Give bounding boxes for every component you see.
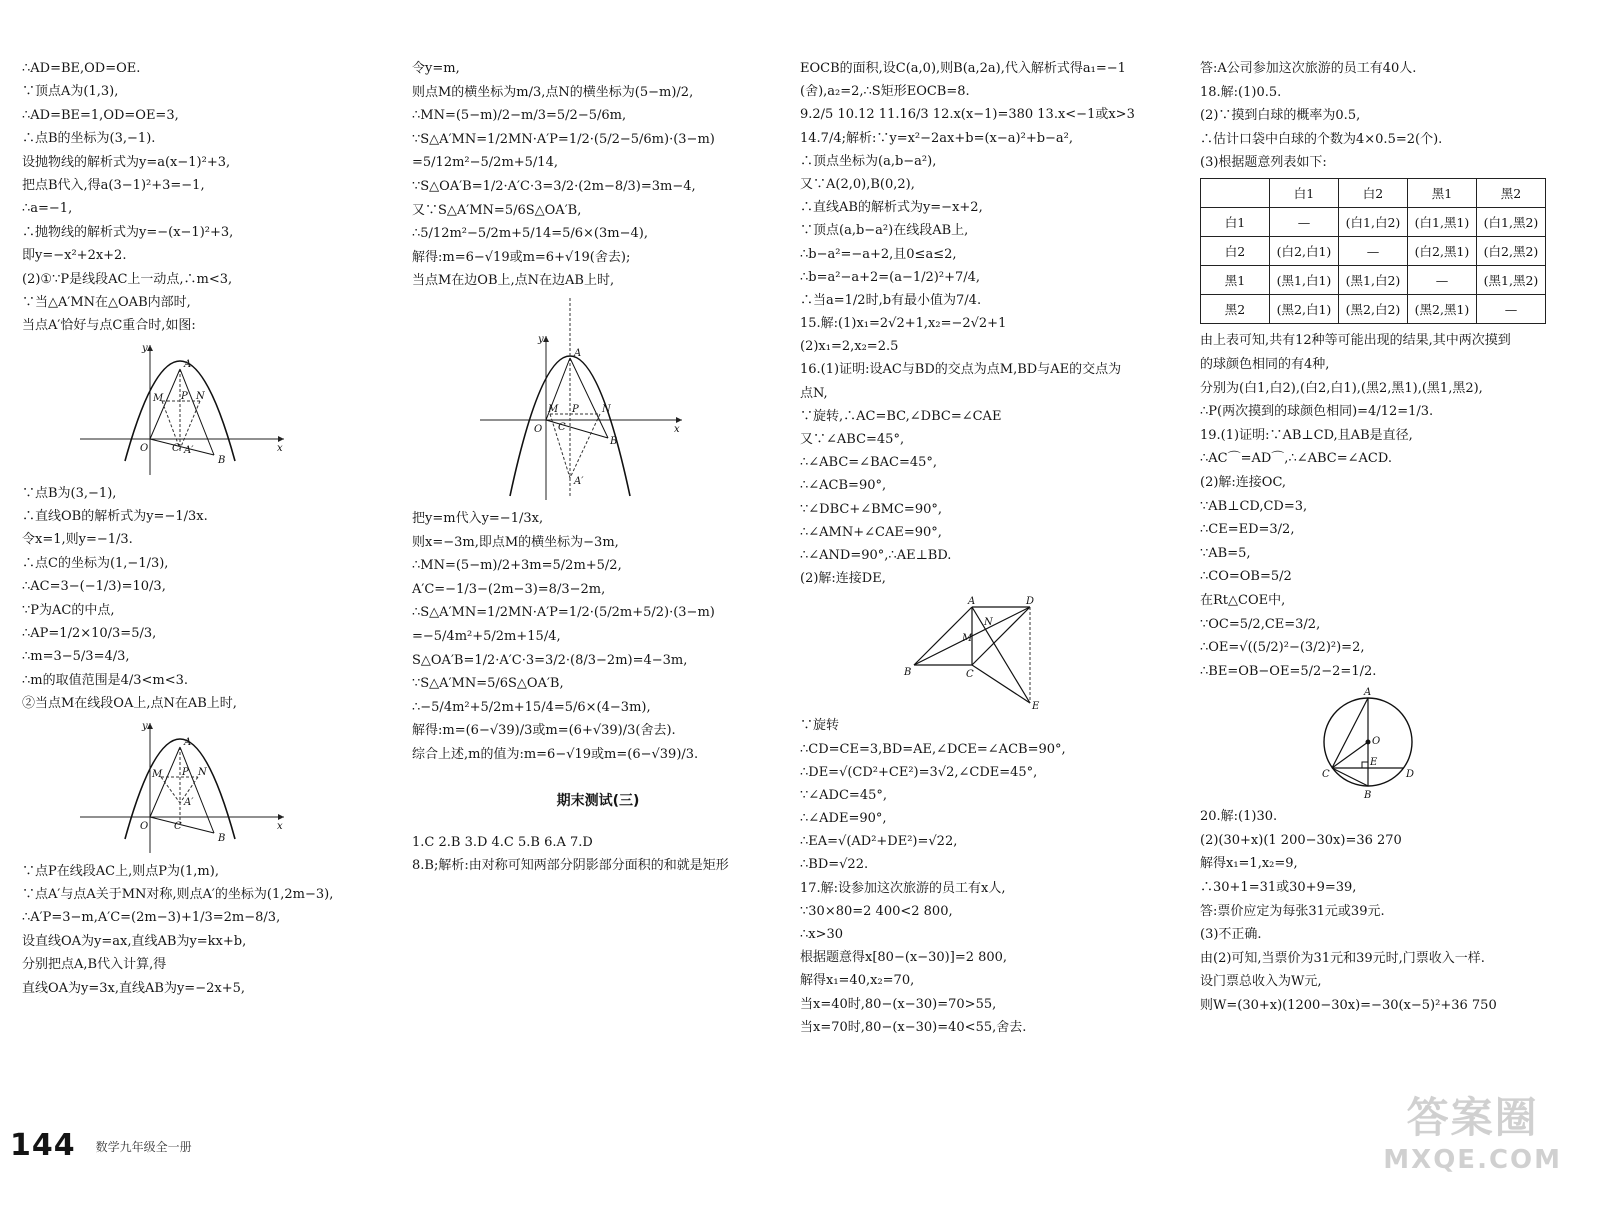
svg-text:P: P — [572, 403, 579, 415]
text-line: ∵点A′与点A关于MN对称,则点A′的坐标为(1,2m−3), — [22, 886, 334, 902]
text-line: ∴AD=BE=1,OD=OE=3, — [22, 107, 179, 123]
column-1 — [22, 60, 394, 1003]
answer-list — [412, 834, 784, 876]
text-line: ∴直线AB的解析式为y=−x+2, — [800, 200, 983, 216]
col2-lines-b — [412, 510, 784, 764]
text-line: 设直线OA为y=ax,直线AB为y=kx+b, — [22, 933, 247, 949]
text-line: (3)不正确. — [1200, 927, 1262, 943]
text-line: ∴BD=√22. — [800, 857, 869, 873]
text-line: ∵∠DBC+∠BMC=90°, — [800, 501, 942, 517]
text-line: ∴AC=3−(−1/3)=10/3, — [22, 579, 166, 595]
text-line: ∵AB=5, — [1200, 545, 1251, 561]
text-line: 9.2/5 10.12 11.16/3 12.x(x−1)=380 13.x<−1或x>3 — [800, 107, 1135, 123]
text-line: ∴顶点坐标为(a,b−a²), — [800, 153, 937, 169]
text-line: 直线OA为y=3x,直线AB为y=−2x+5, — [22, 980, 245, 996]
text-line: 16.(1)证明:设AC与BD的交点为点M,BD与AE的交点为 — [800, 362, 1122, 378]
page-number: 144 — [10, 1128, 76, 1163]
svg-text:P: P — [181, 390, 188, 402]
text-line: 则点M的横坐标为m/3,点N的横坐标为(5−m)/2, — [412, 84, 694, 100]
text-line: 解得x₁=1,x₂=9, — [1200, 856, 1298, 872]
text-line: 由(2)可知,当票价为31元和39元时,门票收入一样. — [1200, 950, 1485, 966]
text-line: ∴当a=1/2时,b有最小值为7/4. — [800, 292, 982, 308]
text-line: ∴b=a²−a+2=(a−1/2)²+7/4, — [800, 269, 981, 285]
table-row — [1201, 237, 1546, 266]
svg-text:O: O — [140, 820, 149, 832]
svg-text:x: x — [277, 442, 283, 454]
text-line: 解得:m=6−√19或m=6+√19(舍去); — [412, 249, 631, 265]
section-title: 期末测试(三) — [556, 792, 640, 809]
text-line: 综合上述,m的值为:m=6−√19或m=(6−√39)/3. — [412, 746, 699, 762]
text-line: ∴−5/4m²+5/2m+15/4=5/6×(4−3m), — [412, 699, 651, 715]
text-line: (2)解:连接OC, — [1200, 474, 1287, 490]
table-row — [1201, 266, 1546, 295]
table-cell: (白1,黑2) — [1477, 208, 1546, 237]
svg-text:N: N — [602, 403, 611, 415]
text-line: ∴m的取值范围是4/3<m<3. — [22, 672, 189, 688]
text-line: (2)∵摸到白球的概率为0.5, — [1200, 108, 1361, 124]
text-line: 当x=70时,80−(x−30)=40<55,舍去. — [800, 1019, 1027, 1035]
text-line: ∵S△A′MN=5/6S△OA′B, — [412, 676, 564, 692]
svg-text:B: B — [218, 832, 226, 844]
svg-text:M: M — [152, 768, 163, 780]
text-line: 又∵∠ABC=45°, — [800, 432, 905, 447]
text-line: ∵点B为(3,−1), — [22, 485, 117, 501]
table-cell: (白2,黑1) — [1408, 237, 1477, 266]
table-cell: (黑2,白1) — [1270, 295, 1339, 324]
col4-lines-b — [1200, 332, 1584, 680]
col4-lines-a — [1200, 60, 1584, 172]
text-line: 当点A′恰好与点C重合时,如图: — [22, 318, 196, 334]
column-4 — [1200, 60, 1584, 1021]
table-cell: (黑2,黑1) — [1408, 295, 1477, 324]
text-line: ∴S△A′MN=1/2MN·A′P=1/2·(5/2m+5/2)·(3−m) — [412, 605, 715, 621]
result-table — [1200, 178, 1546, 324]
svg-text:N: N — [196, 390, 205, 402]
svg-text:O: O — [1372, 736, 1381, 748]
table-cell: (白1,黑1) — [1408, 208, 1477, 237]
col1-lines-a — [22, 60, 394, 335]
svg-text:D: D — [1406, 769, 1415, 781]
text-line: ∴直线OB的解析式为y=−1/3x. — [22, 509, 208, 525]
text-line: =−5/4m²+5/2m+15/4, — [412, 628, 561, 644]
watermark-url: MXQE.COM — [1383, 1145, 1562, 1175]
text-line: 点N, — [800, 385, 828, 401]
text-line: 20.解:(1)30. — [1200, 809, 1278, 825]
text-line: ∴BE=OB−OE=5/2−2=1/2. — [1200, 663, 1377, 679]
text-line: 的球颜色相同的有4种, — [1200, 356, 1330, 372]
watermark-logo — [1383, 1085, 1562, 1175]
text-line: (2)(30+x)(1 200−30x)=36 270 — [1200, 832, 1402, 848]
text-line: ②当点M在线段OA上,点N在AB上时, — [22, 696, 237, 712]
book-title: 数学九年级全一册 — [95, 1140, 192, 1154]
text-line: 当x=40时,80−(x−30)=70>55, — [800, 996, 997, 1012]
text-line: 14.7/4;解析:∵y=x²−2ax+b=(x−a)²+b−a², — [800, 130, 1074, 146]
col2-lines-a — [412, 60, 784, 290]
text-line: 设抛物线的解析式为y=a(x−1)²+3, — [22, 154, 231, 170]
text-line: ∴AP=1/2×10/3=5/3, — [22, 626, 157, 642]
text-line: 即y=−x²+2x+2. — [22, 248, 127, 264]
svg-text:C: C — [174, 820, 182, 832]
table-cell: 黑2 — [1201, 295, 1270, 324]
table-cell: 白1 — [1270, 179, 1339, 208]
text-line: ∴m=3−5/3=4/3, — [22, 649, 130, 665]
col4-lines-c — [1200, 808, 1584, 1015]
svg-text:B: B — [1364, 790, 1372, 802]
text-line: ∴30+1=31或30+9=39, — [1200, 880, 1357, 896]
text-line: ∴∠ACB=90°, — [800, 478, 887, 494]
col1-lines-c — [22, 863, 394, 998]
text-line: 15.解:(1)x₁=2√2+1,x₂=−2√2+1 — [800, 316, 1007, 332]
text-line: ∵当△A′MN在△OAB内部时, — [22, 294, 191, 310]
text-line: 答:票价应定为每张31元或39元. — [1200, 903, 1385, 919]
svg-text:y: y — [142, 720, 148, 732]
text-line: 设门票总收入为W元, — [1200, 974, 1322, 990]
svg-text:E: E — [1032, 701, 1040, 713]
text-line: ∴AC⌒=AD⌒,∴∠ABC=∠ACD. — [1200, 451, 1392, 467]
text-line: (2)解:连接DE, — [800, 571, 886, 587]
svg-text:x: x — [277, 820, 283, 832]
svg-text:A: A — [1364, 687, 1372, 699]
table-cell: — — [1477, 295, 1546, 324]
text-line: ∵AB⊥CD,CD=3, — [1200, 498, 1308, 514]
svg-text:M: M — [153, 392, 164, 404]
text-line: 在Rt△COE中, — [1200, 592, 1286, 608]
svg-text:N: N — [198, 766, 207, 778]
table-cell: 白1 — [1201, 208, 1270, 237]
table-row — [1201, 208, 1546, 237]
svg-text:y: y — [538, 333, 544, 345]
text-line: 由上表可知,共有12种等可能出现的结果,其中两次摸到 — [1200, 333, 1511, 349]
svg-text:A: A — [184, 358, 192, 370]
text-line: ∴a=−1, — [22, 201, 73, 217]
parabola-figure-1 — [22, 341, 312, 481]
text-line: ∵S△OA′B=1/2·A′C·3=3/2·(2m−8/3)=3m−4, — [412, 178, 696, 194]
table-cell: 白2 — [1201, 237, 1270, 266]
parabola-figure-2 — [22, 719, 312, 859]
svg-text:E: E — [1370, 757, 1378, 769]
text-line: 又∵A(2,0),B(0,2), — [800, 176, 915, 192]
svg-text:A′: A′ — [184, 444, 194, 456]
svg-text:B: B — [610, 435, 618, 447]
text-line: ∴点C的坐标为(1,−1/3), — [22, 555, 169, 571]
text-line: ∴x>30 — [800, 927, 844, 942]
text-line: 分别为(白1,白2),(白2,白1),(黑2,黑1),(黑1,黑2), — [1200, 380, 1483, 396]
text-line: (2)①∵P是线段AC上一动点,∴m<3, — [22, 271, 233, 287]
text-line: ∴点B的坐标为(3,−1). — [22, 131, 156, 147]
text-line: (舍),a₂=2,∴S矩形EOCB=8. — [800, 84, 970, 100]
svg-text:B: B — [218, 454, 226, 466]
text-line: 分别把点A,B代入计算,得 — [22, 957, 167, 973]
table-cell: (白2,黑2) — [1477, 237, 1546, 266]
text-line: 根据题意得x[80−(x−30)]=2 800, — [800, 950, 1008, 966]
text-line: ∴估计口袋中白球的个数为4×0.5=2(个). — [1200, 131, 1443, 147]
text-line: ∴CD=CE=3,BD=AE,∠DCE=∠ACB=90°, — [800, 741, 1066, 757]
table-cell: (白2,白1) — [1270, 237, 1339, 266]
text-line: 17.解:设参加这次旅游的员工有x人, — [800, 880, 1006, 896]
text-line: ∴∠ADE=90°, — [800, 811, 887, 827]
text-line: ∴P(两次摸到的球颜色相同)=4/12=1/3. — [1200, 404, 1434, 420]
svg-text:C: C — [966, 669, 974, 681]
col3-lines-a — [800, 60, 1180, 588]
text-line: 18.解:(1)0.5. — [1200, 84, 1282, 100]
table-header-row — [1201, 179, 1546, 208]
text-line: ∴DE=√(CD²+CE²)=3√2,∠CDE=45°, — [800, 764, 1038, 780]
text-line: ∴A′P=3−m,A′C=(2m−3)+1/3=2m−8/3, — [22, 910, 281, 926]
svg-text:x: x — [674, 423, 680, 435]
table-cell: (黑1,白2) — [1339, 266, 1408, 295]
svg-text:M: M — [548, 403, 559, 415]
column-2 — [412, 60, 784, 881]
text-line: 1.C 2.B 3.D 4.C 5.B 6.A 7.D — [412, 834, 593, 850]
text-line: ∵OC=5/2,CE=3/2, — [1200, 616, 1321, 632]
text-line: ∴OE=√((5/2)²−(3/2)²)=2, — [1200, 640, 1365, 656]
text-line: ∵P为AC的中点, — [22, 602, 115, 618]
text-line: ∵旋转 — [800, 718, 840, 734]
page-footer — [10, 1128, 192, 1163]
text-line: 又∵S△A′MN=5/6S△OA′B, — [412, 202, 582, 218]
text-line: ∴EA=√(AD²+DE²)=√22, — [800, 834, 958, 850]
text-line: 把y=m代入y=−1/3x, — [412, 510, 544, 526]
text-line: ∵顶点A为(1,3), — [22, 84, 119, 100]
text-line: ∵30×80=2 400<2 800, — [800, 903, 953, 919]
text-line: EOCB的面积,设C(a,0),则B(a,2a),代入解析式得a₁=−1 — [800, 61, 1126, 76]
text-line: 8.B;解析:由对称可知两部分阴影部分面积的和就是矩形 — [412, 858, 729, 874]
table-cell: — — [1339, 237, 1408, 266]
text-line: ∴AD=BE,OD=OE. — [22, 61, 141, 76]
svg-text:A: A — [968, 596, 976, 608]
text-line: S△OA′B=1/2·A′C·3=3/2·(8/3−2m)=4−3m, — [412, 652, 688, 668]
table-cell: 黑1 — [1408, 179, 1477, 208]
text-line: =5/12m²−5/2m+5/14, — [412, 155, 558, 171]
col1-lines-b — [22, 485, 394, 714]
svg-text:A′: A′ — [574, 475, 584, 487]
text-line: (2)x₁=2,x₂=2.5 — [800, 339, 899, 355]
text-line: ∵点P在线段AC上,则点P为(1,m), — [22, 863, 219, 879]
text-line: 把点B代入,得a(3−1)²+3=−1, — [22, 177, 205, 193]
table-cell: 黑1 — [1201, 266, 1270, 295]
text-line: ∴5/12m²−5/2m+5/14=5/6×(3m−4), — [412, 226, 648, 242]
svg-text:D: D — [1026, 596, 1035, 608]
parabola-figure-3 — [412, 296, 702, 506]
text-line: ∴CO=OB=5/2 — [1200, 569, 1292, 585]
text-line: 当点M在边OB上,点N在边AB上时, — [412, 273, 615, 289]
svg-text:P: P — [182, 766, 189, 778]
column-3 — [800, 60, 1180, 1042]
text-line: ∵顶点(a,b−a²)在线段AB上, — [800, 223, 969, 239]
table-cell: 黑2 — [1477, 179, 1546, 208]
svg-text:M: M — [962, 633, 973, 645]
table-cell: (黑1,白1) — [1270, 266, 1339, 295]
svg-text:A: A — [574, 347, 582, 359]
table-cell: 白2 — [1339, 179, 1408, 208]
table-row — [1201, 295, 1546, 324]
circle-figure — [1318, 686, 1518, 804]
text-line: ∴∠AMN+∠CAE=90°, — [800, 524, 942, 540]
svg-text:B: B — [904, 667, 912, 679]
text-line: ∴抛物线的解析式为y=−(x−1)²+3, — [22, 224, 234, 240]
text-line: 则x=−3m,即点M的横坐标为−3m, — [412, 534, 619, 550]
svg-text:O: O — [140, 442, 149, 454]
text-line: 解得x₁=40,x₂=70, — [800, 973, 915, 989]
table-cell — [1201, 179, 1270, 208]
text-line: 令y=m, — [412, 61, 460, 76]
text-line: ∵∠ADC=45°, — [800, 787, 887, 803]
col3-lines-b — [800, 717, 1180, 1036]
table-cell: — — [1408, 266, 1477, 295]
text-line: 解得:m=(6−√39)/3或m=(6+√39)/3(舍去). — [412, 723, 676, 739]
text-line: ∴b−a²=−a+2,且0≤a≤2, — [800, 246, 957, 262]
svg-text:y: y — [142, 342, 148, 354]
svg-text:N: N — [984, 617, 993, 629]
text-line: ∴MN=(5−m)/2+3m=5/2m+5/2, — [412, 558, 622, 574]
text-line: 答:A公司参加这次旅游的员工有40人. — [1200, 61, 1417, 76]
text-line: ∵旋转,∴AC=BC,∠DBC=∠CAE — [800, 408, 1002, 424]
rotation-figure — [900, 593, 1200, 713]
svg-text:O: O — [534, 423, 543, 435]
text-line: 则W=(30+x)(1200−30x)=−30(x−5)²+36 750 — [1200, 998, 1497, 1014]
text-line: (3)根据题意列表如下: — [1200, 155, 1327, 171]
svg-text:A: A — [184, 736, 192, 748]
svg-text:A′: A′ — [184, 796, 194, 808]
text-line: ∵S△A′MN=1/2MN·A′P=1/2·(5/2−5/6m)·(3−m) — [412, 131, 715, 147]
svg-text:C: C — [1322, 769, 1330, 781]
text-line: 19.(1)证明:∵AB⊥CD,且AB是直径, — [1200, 427, 1413, 443]
text-line: A′C=−1/3−(2m−3)=8/3−2m, — [412, 581, 606, 597]
table-cell: (黑2,白2) — [1339, 295, 1408, 324]
watermark-text: 答案圈 — [1406, 1093, 1539, 1142]
text-line: ∴MN=(5−m)/2−m/3=5/2−5/6m, — [412, 108, 627, 124]
text-line: ∴∠ABC=∠BAC=45°, — [800, 455, 938, 471]
text-line: ∴∠AND=90°,∴AE⊥BD. — [800, 547, 952, 563]
svg-text:C: C — [172, 442, 180, 454]
text-line: 令x=1,则y=−1/3. — [22, 532, 133, 548]
table-cell: (白1,白2) — [1339, 208, 1408, 237]
table-cell: — — [1270, 208, 1339, 237]
table-cell: (黑1,黑2) — [1477, 266, 1546, 295]
text-line: ∴CE=ED=3/2, — [1200, 522, 1295, 538]
svg-text:C: C — [558, 421, 566, 433]
